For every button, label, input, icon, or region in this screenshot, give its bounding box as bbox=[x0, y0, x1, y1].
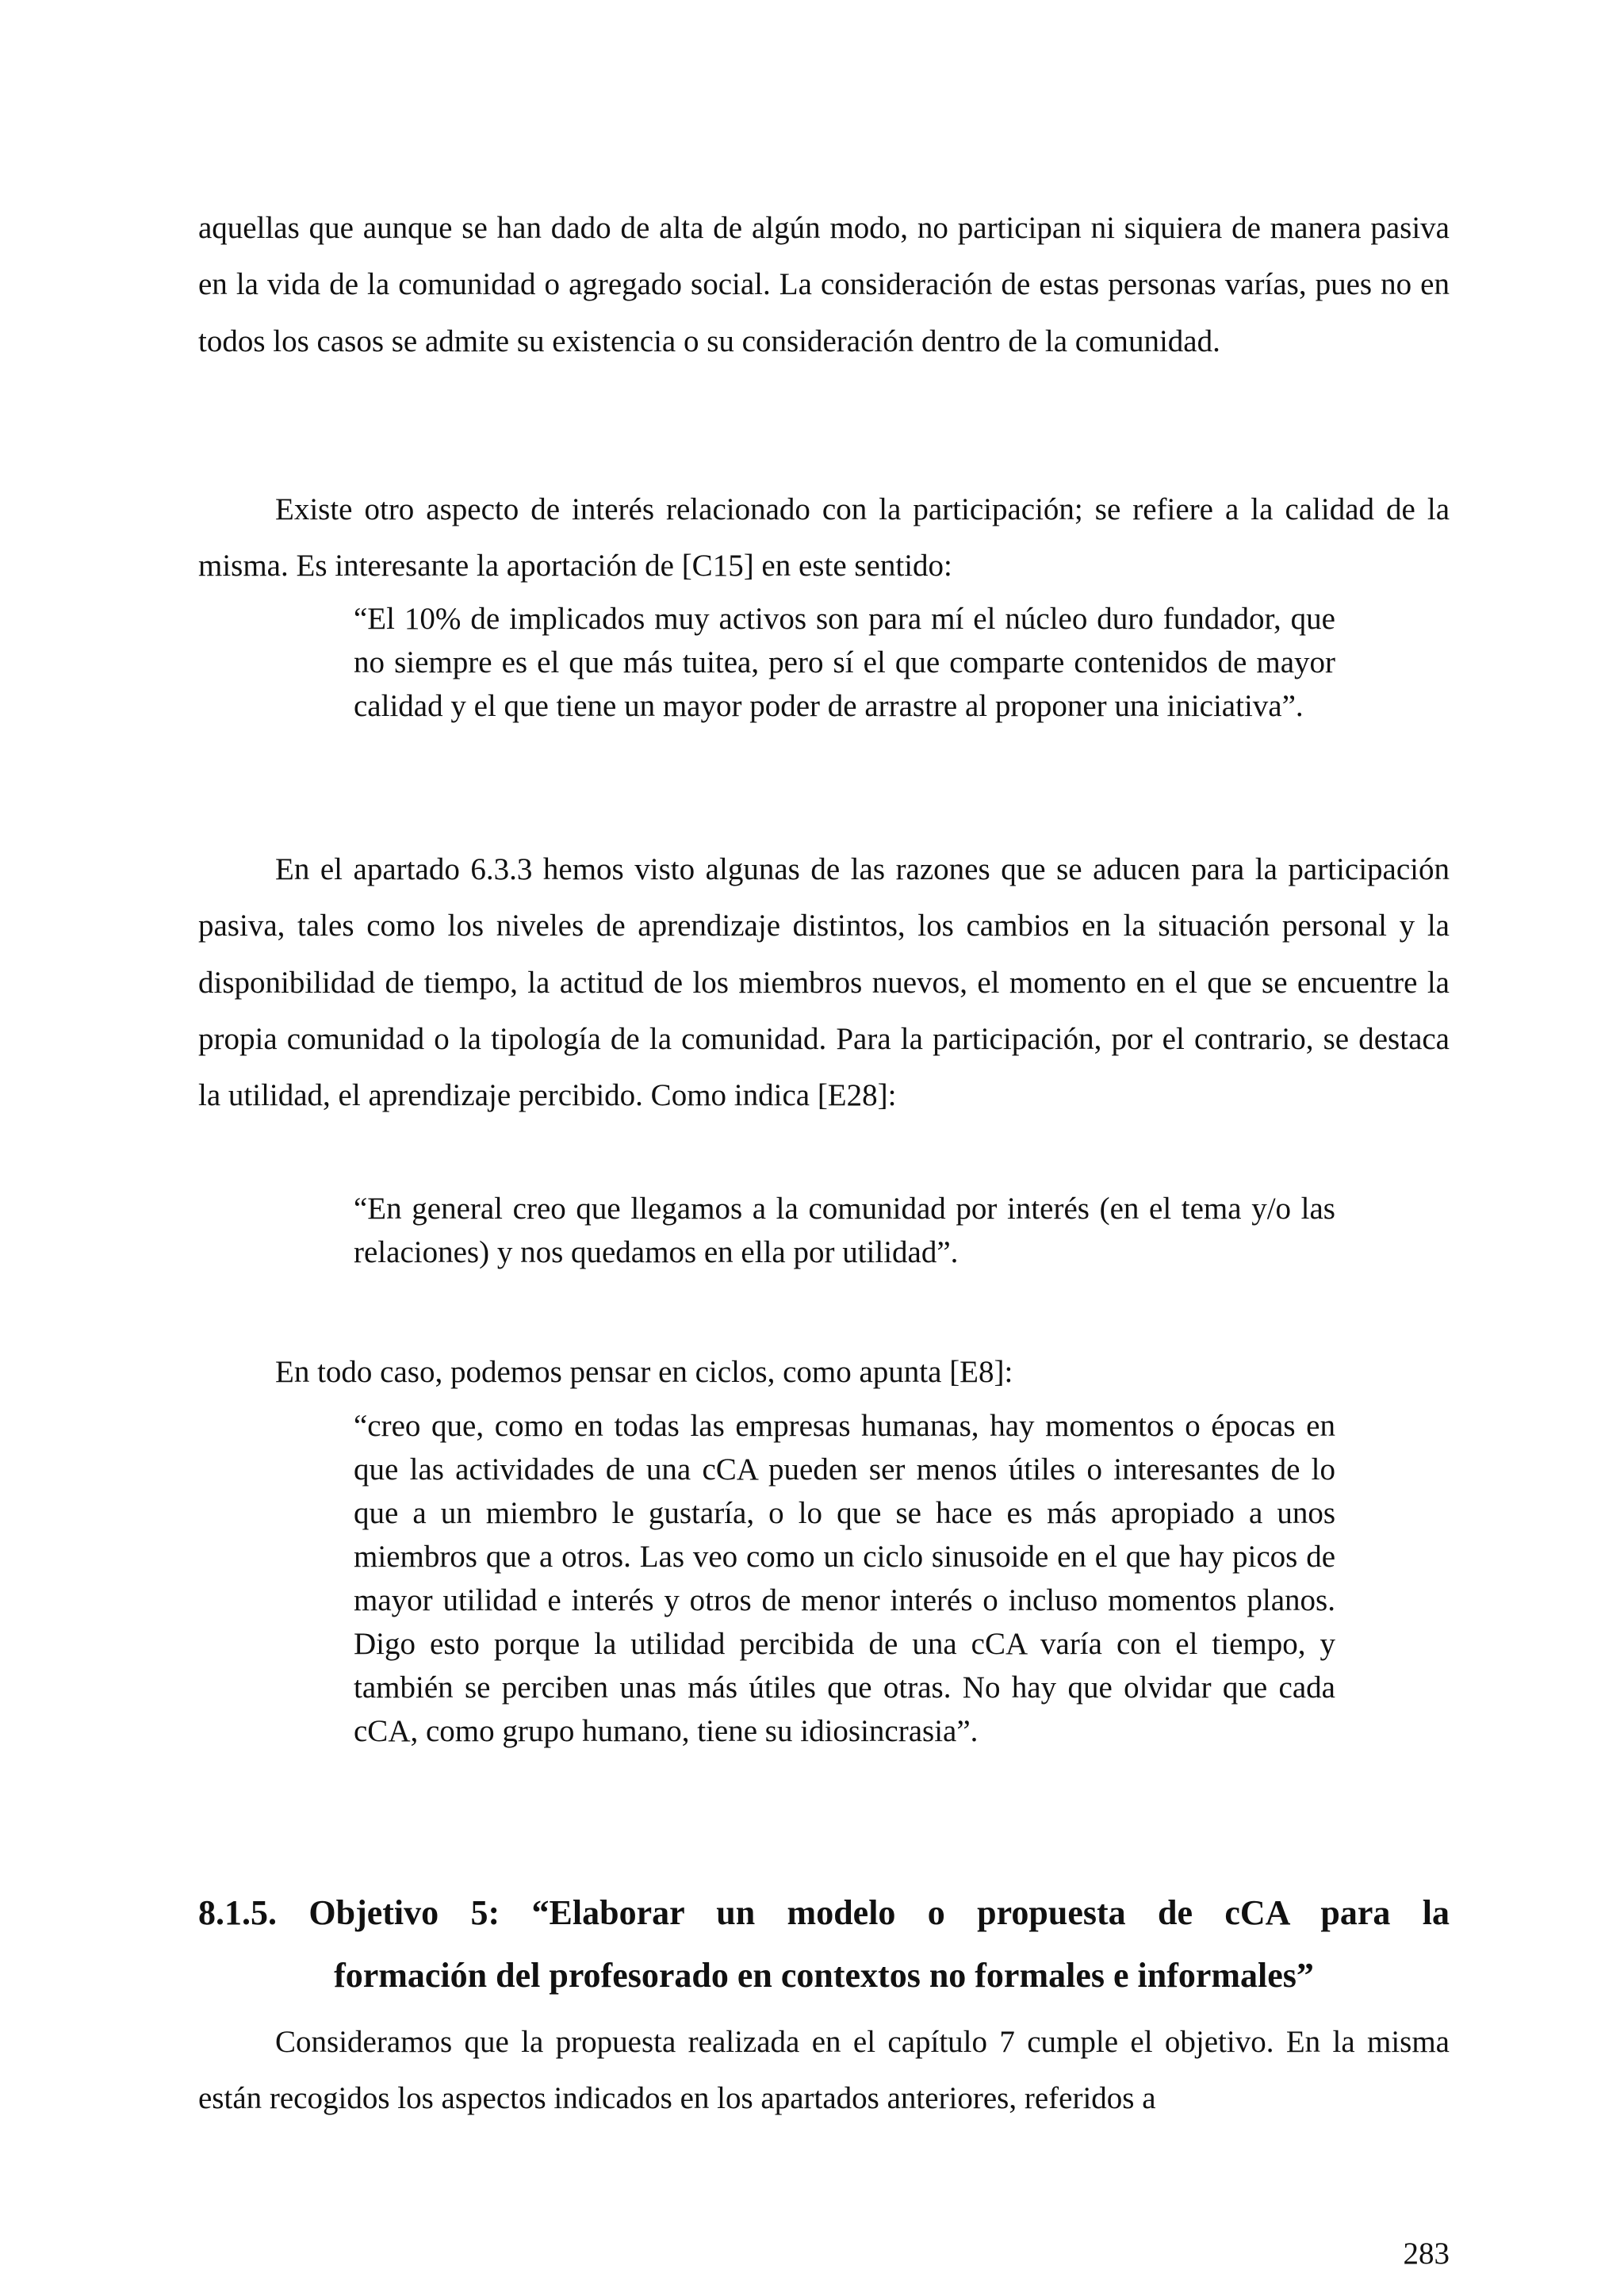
quote-c15: “El 10% de implicados muy activos son para mí el núcleo duro fundador, que no siempre es el que más tuitea, pero sí el que comparte contenidos de mayor calidad y el que tiene un mayor poder de arrastre al proponer una iniciativa”. bbox=[354, 602, 1335, 723]
quote-e8: “creo que, como en todas las empresas humanas, hay momentos o épocas en que las actividades de una cCA pueden ser menos útiles o interesantes de lo que a un miembro le gustaría, o lo que se hace es más apropiado a unos miembros que a otros. Las veo como un ciclo sinusoide en el que hay picos de mayor utilidad e interés y otros de menor interés o incluso momentos planos. Digo esto porque la utilidad percibida de una cCA varía con el tiempo, y también se perciben unas más útiles que otras. No hay que olvidar que cada cCA, como grupo humano, tiene su idiosincrasia”. bbox=[354, 1409, 1335, 1748]
quote-e28: “En general creo que llegamos a la comunidad por interés (en el tema y/o las relaciones) y nos quedamos en ella por utilidad”. bbox=[354, 1192, 1335, 1269]
section-heading-line-2: formación del profesorado en contextos no formales e informales” bbox=[334, 1956, 1314, 1995]
section-heading-8-1-5 bbox=[198, 1881, 1450, 2007]
paragraph-cycles: En todo caso, podemos pensar en ciclos, como apunta [E8]: bbox=[275, 1355, 1013, 1389]
paragraph-passive-members: aquellas que aunque se han dado de alta de algún modo, no participan ni siquiera de manera pasiva en la vida de la comunidad o agregado social. La consideración de estas personas varías, pues no en todos los casos se admite su existencia o su consideración dentro de la comunidad. bbox=[198, 211, 1450, 358]
paragraph-participation-quality: Existe otro aspecto de interés relacionado con la participación; se refiere a la calidad de la misma. Es interesante la aportación de [C15] en este sentido: bbox=[198, 492, 1450, 584]
paragraph-passive-participation-reasons: En el apartado 6.3.3 hemos visto algunas de las razones que se aducen para la participación pasiva, tales como los niveles de aprendizaje distintos, los cambios en la situación personal y la disponibilidad de tiempo, la actitud de los miembros nuevos, el momento en el que se encuentre la propia comunidad o la tipología de la comunidad. Para la participación, por el contrario, se destaca la utilidad, el aprendizaje percibido. Como indica [E28]: bbox=[198, 852, 1450, 1113]
paragraph-objective-5: Consideramos que la propuesta realizada en el capítulo 7 cumple el objetivo. En la misma están recogidos los aspectos indicados en los apartados anteriores, referidos a bbox=[198, 2025, 1450, 2116]
page-number: 283 bbox=[1403, 2237, 1450, 2271]
section-heading-line-1: 8.1.5. Objetivo 5: “Elaborar un modelo o propuesta de cCA para la bbox=[198, 1893, 1450, 1932]
